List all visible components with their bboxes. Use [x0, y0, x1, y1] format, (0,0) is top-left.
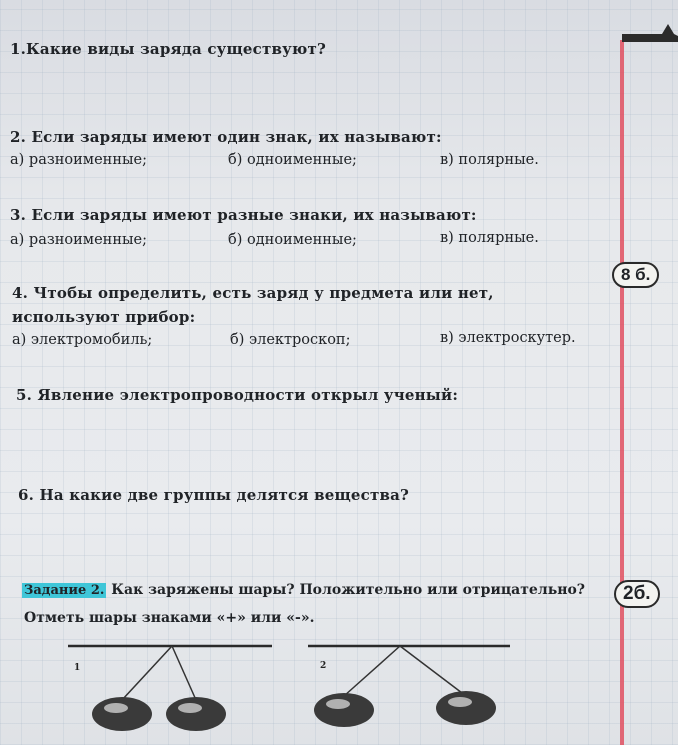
figure-1-balls [60, 640, 280, 745]
ball-2-left[interactable] [314, 693, 374, 727]
figure-2-number: 2 [320, 661, 327, 671]
task-2-question: Как заряжены шары? Положительно или отрицательно? [111, 582, 585, 598]
question-1: 1.Какие виды заряда существуют? [10, 40, 326, 58]
question-4-option-a[interactable]: а) электромобиль; [12, 332, 153, 348]
question-6: 6. На какие две группы делятся вещества? [18, 486, 409, 504]
ball-1-right[interactable] [166, 697, 226, 731]
figure-2-balls [300, 642, 520, 745]
corner-mark-icon [622, 20, 678, 42]
task-2-line-2: Отметь шары знаками «+» или «-». [24, 610, 315, 626]
question-3-option-b[interactable]: б) одноименные; [228, 232, 357, 248]
question-5: 5. Явление электропроводности открыл ученый: [16, 386, 459, 404]
question-4-line-2: используют прибор: [12, 308, 196, 326]
score-badge-2: 2б. [614, 580, 660, 608]
question-2-option-a[interactable]: а) разноименные; [10, 152, 147, 168]
question-3: 3. Если заряды имеют разные знаки, их называют: [10, 206, 477, 224]
task-label: Задание 2. [24, 583, 105, 598]
ball-2-right[interactable] [436, 691, 496, 725]
question-2: 2. Если заряды имеют один знак, их называют: [10, 128, 442, 146]
question-4-option-c[interactable]: в) электроскутер. [440, 330, 576, 346]
figure-1-number: 1 [74, 663, 81, 673]
question-2-option-b[interactable]: б) одноименные; [228, 152, 357, 168]
question-2-option-c[interactable]: в) полярные. [440, 152, 539, 168]
question-4-line-1: 4. Чтобы определить, есть заряд у предмета или нет, [12, 284, 494, 302]
question-4-option-b[interactable]: б) электроскоп; [230, 332, 351, 348]
ball-1-left[interactable] [92, 697, 152, 731]
margin-line [620, 40, 624, 745]
task-2-line-1 [22, 582, 585, 598]
score-badge-8: 8 б. [612, 262, 659, 288]
question-3-option-a[interactable]: а) разноименные; [10, 232, 147, 248]
question-3-option-c[interactable]: в) полярные. [440, 230, 539, 246]
